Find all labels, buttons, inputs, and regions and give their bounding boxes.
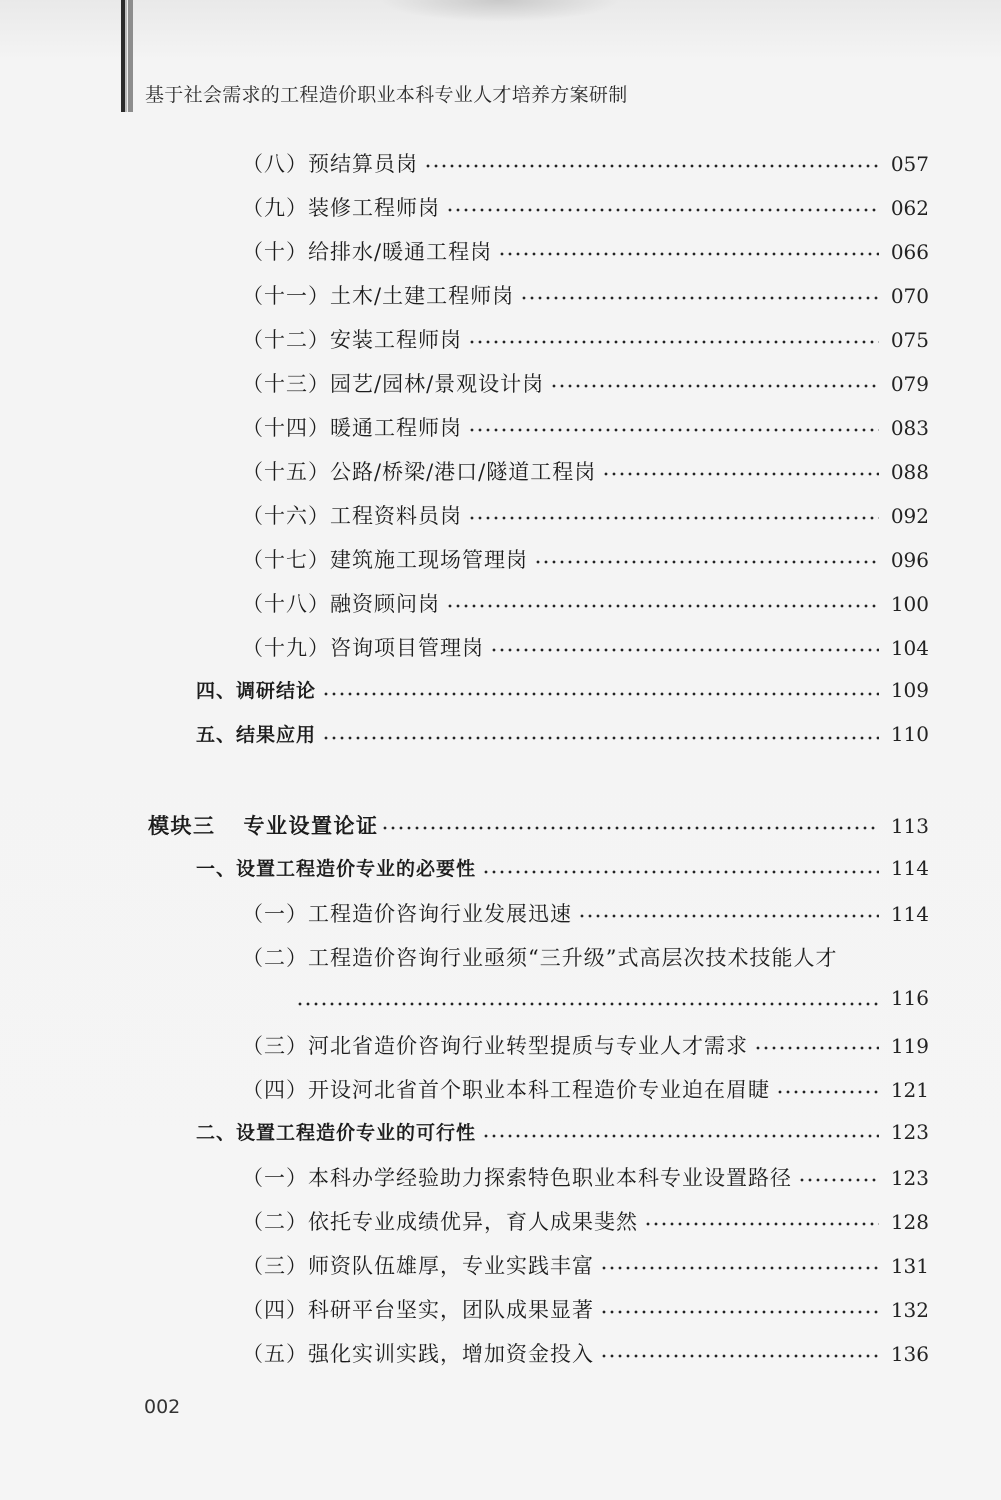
toc-entry-label: 四、调研结论	[196, 680, 317, 702]
dot-leader	[381, 826, 880, 830]
toc-entry-page: 128	[890, 1210, 929, 1234]
toc-entry-label: （十一）土木/土建工程师岗	[242, 284, 515, 308]
dot-leader	[446, 208, 879, 212]
toc-entry-label: （三）河北省造价咨询行业转型提质与专业人才需求	[242, 1034, 748, 1058]
toc-entry-label: （十八）融资顾问岗	[242, 592, 440, 616]
toc-entry[interactable]	[242, 1250, 929, 1280]
toc-entry-label: （三）师资队伍雄厚，专业实践丰富	[242, 1254, 594, 1278]
dot-leader	[578, 914, 879, 918]
dot-leader	[498, 252, 879, 256]
toc-entry-page: 114	[890, 856, 929, 880]
toc-entry[interactable]	[242, 1294, 929, 1324]
dot-leader	[490, 648, 879, 652]
dot-leader	[600, 1266, 879, 1270]
dot-leader	[798, 1178, 879, 1182]
toc-entry-label: 五、结果应用	[196, 724, 317, 746]
toc-entry-page: 116	[890, 986, 929, 1010]
toc-entry-page: 075	[890, 328, 929, 352]
toc-entry-continuation[interactable]	[296, 986, 929, 1016]
dot-leader	[754, 1046, 879, 1050]
dot-leader	[322, 736, 879, 740]
toc-entry-page: 100	[890, 592, 929, 616]
toc-entry[interactable]	[242, 1162, 929, 1192]
toc-section-entry[interactable]	[196, 854, 929, 884]
toc-entry-page: 070	[890, 284, 929, 308]
toc-entry[interactable]	[242, 1074, 929, 1104]
toc-entry[interactable]	[242, 192, 929, 222]
toc-entry-page: 092	[890, 504, 929, 528]
toc-entry[interactable]	[242, 324, 929, 354]
dot-leader	[468, 516, 879, 520]
toc-entry-label: 二、设置工程造价专业的可行性	[196, 1122, 477, 1144]
toc-entry-page: 123	[890, 1120, 929, 1144]
toc-entry[interactable]	[242, 898, 929, 928]
dot-leader	[600, 1310, 879, 1314]
toc-entry-label: （二）工程造价咨询行业亟须“三升级”式高层次技术技能人才	[242, 946, 838, 970]
dot-leader	[550, 384, 879, 388]
toc-entry[interactable]	[242, 148, 929, 178]
toc-module-entry[interactable]	[148, 810, 929, 840]
toc-entry-page: 088	[890, 460, 929, 484]
toc-entry-page: 057	[890, 152, 929, 176]
toc-entry[interactable]	[242, 456, 929, 486]
toc-entry-label: （八）预结算员岗	[242, 152, 418, 176]
toc-entry-page: 121	[890, 1078, 929, 1102]
toc-entry-page: 132	[890, 1298, 929, 1322]
toc-entry-label: （十九）咨询项目管理岗	[242, 636, 484, 660]
running-header-title: 基于社会需求的工程造价职业本科专业人才培养方案研制	[145, 84, 628, 106]
toc-section-entry[interactable]	[196, 1118, 929, 1148]
toc-entry-label: （九）装修工程师岗	[242, 196, 440, 220]
toc-entry-page: 113	[890, 814, 929, 838]
dot-leader	[468, 340, 879, 344]
dot-leader	[468, 428, 879, 432]
toc-entry[interactable]	[242, 368, 929, 398]
toc-entry-page: 119	[890, 1034, 929, 1058]
toc-entry[interactable]	[242, 544, 929, 574]
toc-entry-label: （十四）暖通工程师岗	[242, 416, 462, 440]
toc-section-entry[interactable]	[196, 720, 929, 750]
toc-section-entry[interactable]	[196, 676, 929, 706]
dot-leader	[446, 604, 879, 608]
toc-entry-page: 136	[890, 1342, 929, 1366]
dot-leader	[296, 1002, 879, 1006]
dot-leader	[600, 1354, 879, 1358]
toc-entry-page: 109	[890, 678, 929, 702]
toc-entry-page: 066	[890, 240, 929, 264]
toc-entry[interactable]	[242, 500, 929, 530]
toc-entry-label: （十五）公路/桥梁/港口/隧道工程岗	[242, 460, 597, 484]
toc-entry[interactable]	[242, 1030, 929, 1060]
toc-entry-page: 114	[890, 902, 929, 926]
toc-entry-label: （五）强化实训实践，增加资金投入	[242, 1342, 594, 1366]
dot-leader	[520, 296, 879, 300]
toc-entry-page: 110	[890, 722, 929, 746]
toc-entry[interactable]	[242, 236, 929, 266]
toc-entry-label: （十）给排水/暖通工程岗	[242, 240, 493, 264]
toc-entry-label: （一）工程造价咨询行业发展迅速	[242, 902, 572, 926]
toc-entry[interactable]	[242, 632, 929, 662]
toc-entry[interactable]	[242, 1338, 929, 1368]
toc-entry[interactable]	[242, 412, 929, 442]
toc-entry-page: 079	[890, 372, 929, 396]
dot-leader	[322, 692, 879, 696]
dot-leader	[424, 164, 879, 168]
module-number: 模块三	[148, 814, 216, 838]
toc-entry-wrapped[interactable]	[242, 942, 929, 972]
toc-entry-label: （十二）安装工程师岗	[242, 328, 462, 352]
toc-entry[interactable]	[242, 280, 929, 310]
toc-entry-label: （十七）建筑施工现场管理岗	[242, 548, 528, 572]
toc-entry-label: （四）科研平台坚实，团队成果显著	[242, 1298, 594, 1322]
toc-entry-page: 096	[890, 548, 929, 572]
dot-leader	[776, 1090, 879, 1094]
toc-entry-label: 一、设置工程造价专业的必要性	[196, 858, 477, 880]
toc-entry-page: 083	[890, 416, 929, 440]
dot-leader	[644, 1222, 879, 1226]
module-title: 专业设置论证	[243, 814, 379, 838]
toc-entry[interactable]	[242, 1206, 929, 1236]
dot-leader	[602, 472, 879, 476]
toc-entry[interactable]	[242, 588, 929, 618]
toc-entry-page: 123	[890, 1166, 929, 1190]
toc-entry-label: （十三）园艺/园林/景观设计岗	[242, 372, 545, 396]
toc-entry-label: （十六）工程资料员岗	[242, 504, 462, 528]
toc-entry-page: 131	[890, 1254, 929, 1278]
toc-entry-page: 104	[890, 636, 929, 660]
toc-entry-label: （四）开设河北省首个职业本科工程造价专业迫在眉睫	[242, 1078, 770, 1102]
dot-leader	[482, 870, 879, 874]
dot-leader	[534, 560, 879, 564]
toc-entry-label: （二）依托专业成绩优异，育人成果斐然	[242, 1210, 638, 1234]
page-number: 002	[144, 1396, 181, 1418]
toc-module-label	[148, 810, 379, 840]
dot-leader	[482, 1134, 879, 1138]
toc-entry-page: 062	[890, 196, 929, 220]
toc-entry-label: （一）本科办学经验助力探索特色职业本科专业设置路径	[242, 1166, 792, 1190]
